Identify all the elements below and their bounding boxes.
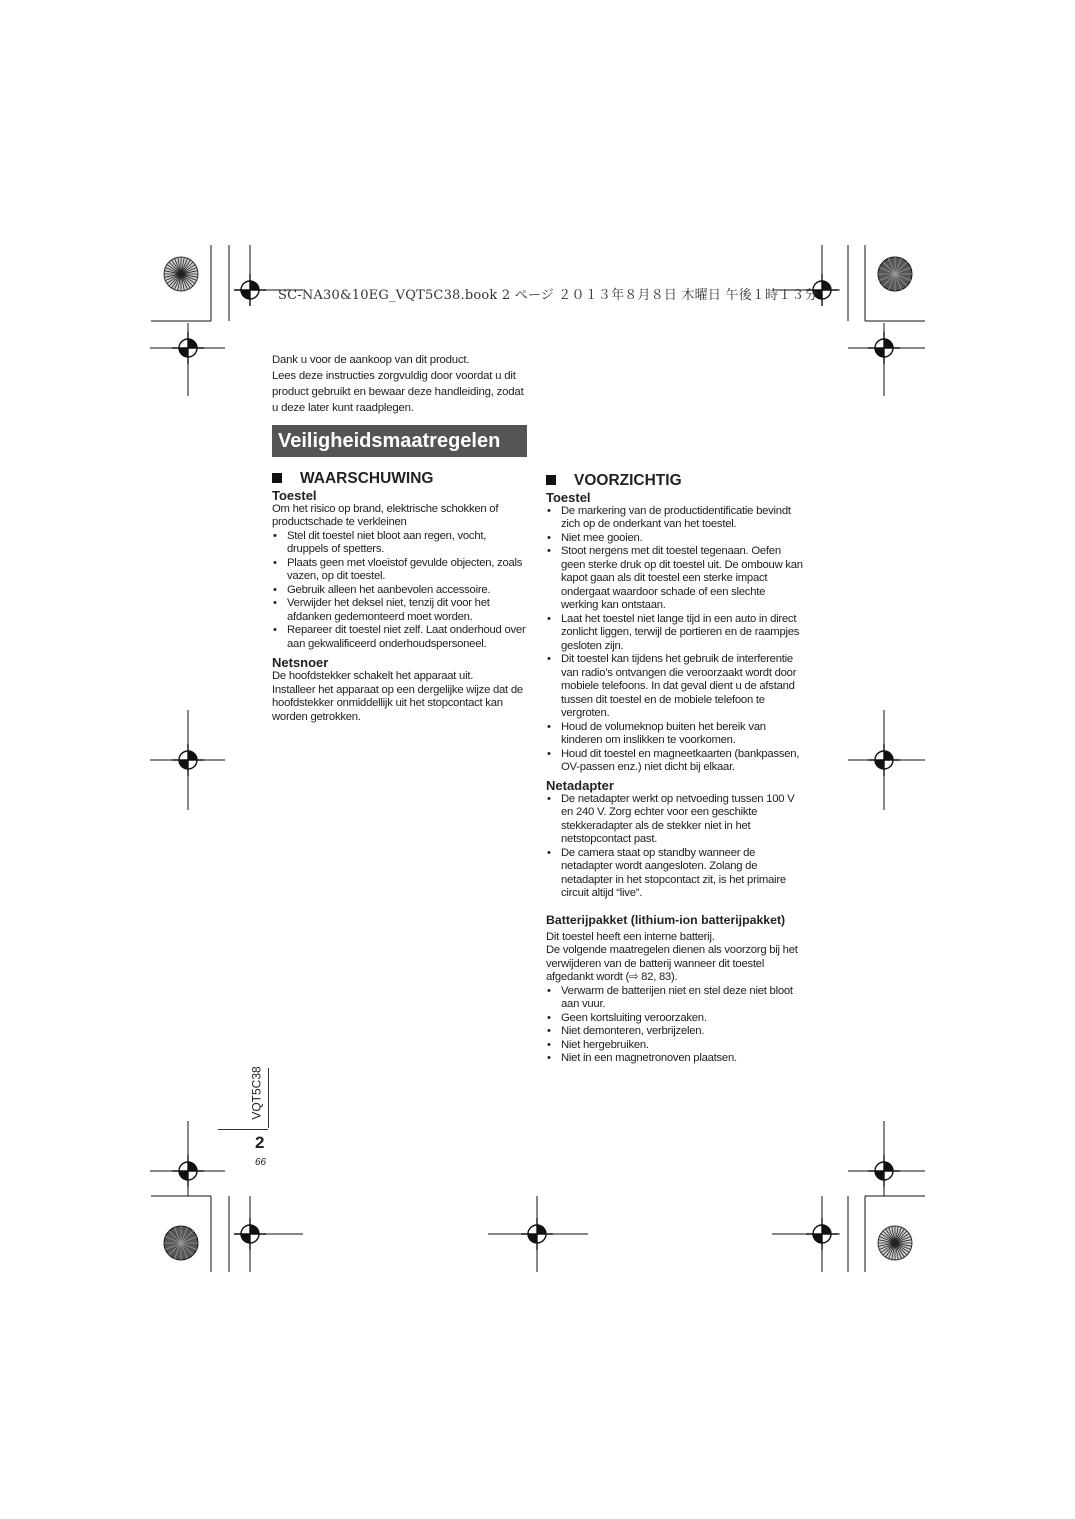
- battery-text-1: Dit toestel heeft een interne batterij.: [546, 930, 715, 943]
- warning-toestel-list: [272, 530, 530, 652]
- list-item: • Verwarm de batterijen niet en stel deze niet bloot aan vuur.: [546, 985, 804, 1012]
- intro-line: product gebruikt en bewaar deze handleiding, zodat: [272, 386, 524, 398]
- list-item: • Laat het toestel niet lange tijd in een auto in direct zonlicht liggen, terwijl de portieren en de raampjes gesloten zijn.: [546, 613, 804, 654]
- page-sub-number: 66: [255, 1157, 267, 1168]
- page-divider: [218, 1129, 268, 1130]
- list-item: • De camera staat op standby wanneer de netadapter wordt aangesloten. Zolang de netadapter in het stopcontact zit, is het primaire circuit altijd “live”.: [546, 847, 804, 901]
- list-item: • Dit toestel kan tijdens het gebruik de interferentie van radio’s ontvangen die veroorzaakt wordt door mobiele telefoons. In dat geval dient u de afstand tussen dit toestel en de mobiele telefoon te vergroten.: [546, 653, 804, 721]
- battery-text-2: De volgende maatregelen dienen als voorzorg bij het verwijderen van de batterij wanneer dit toestel afgedankt wordt (⇨ 82, 83).: [546, 944, 798, 983]
- list-item: • Houd dit toestel en magneetkaarten (bankpassen, OV-passen enz.) niet dicht bij elkaar.: [546, 748, 804, 775]
- caution-column: [546, 474, 804, 1066]
- list-item: • Stoot nergens met dit toestel tegenaan. Oefen geen sterke druk op dit toestel uit. De ombouw kan kapot gaan als dit toestel een sterke impact ondergaat waardoor schade of een slechte werking kan ontstaan.: [546, 545, 804, 613]
- list-item: • Repareer dit toestel niet zelf. Laat onderhoud over aan gekwalificeerd onderhoudspersoneel.: [272, 624, 530, 651]
- list-item: • De netadapter werkt op netvoeding tussen 100 V en 240 V. Zorg echter voor een geschikte stekkeradapter als de stekker niet in het netstopcontact past.: [546, 793, 804, 847]
- list-item: • Gebruik alleen het aanbevolen accessoire.: [272, 584, 530, 598]
- list-item: • Niet mee gooien.: [546, 532, 804, 546]
- list-item: • Houd de volumeknop buiten het bereik van kinderen om inslikken te voorkomen.: [546, 721, 804, 748]
- square-icon: [546, 475, 556, 485]
- list-item: • Niet in een magnetronoven plaatsen.: [546, 1052, 804, 1066]
- warning-toestel-text: Om het risico op brand, elektrische schokken of productschade te verkleinen: [272, 502, 499, 528]
- print-header-line: SC-NA30&10EG_VQT5C38.book 2 ページ ２０１３年８月８日 木曜日 午後１時１３分: [278, 288, 818, 303]
- section-banner: Veiligheidsmaatregelen: [272, 425, 527, 457]
- list-item: • Plaats geen met vloeistof gevulde objecten, zoals vazen, op dit toestel.: [272, 557, 530, 584]
- warning-column: [272, 472, 530, 724]
- warning-toestel-title: Toestel: [272, 487, 317, 503]
- list-item: • Stel dit toestel niet bloot aan regen, vocht, druppels of spetters.: [272, 530, 530, 557]
- square-icon: [272, 473, 282, 483]
- caution-toestel-list: [546, 505, 804, 775]
- model-code: VQT5C38: [249, 1066, 264, 1120]
- intro-line: Dank u voor de aankoop van dit product.: [272, 354, 470, 366]
- caution-heading: VOORZICHTIG: [546, 474, 804, 488]
- intro-line: u deze later kunt raadplegen.: [272, 402, 414, 414]
- netsnoer-text-2: Installeer het apparaat op een dergelijke wijze dat de hoofdstekker onmiddellijk uit het stopcontact kan worden getrokken.: [272, 683, 523, 723]
- battery-title: Batterijpakket (lithium-ion batterijpakket): [546, 912, 786, 927]
- side-divider: [268, 1068, 269, 1128]
- list-item: • Verwijder het deksel niet, tenzij dit voor het afdanken gedemonteerd moet worden.: [272, 597, 530, 624]
- intro-line: Lees deze instructies zorgvuldig door voordat u dit: [272, 370, 516, 382]
- warning-heading: WAARSCHUWING: [272, 472, 530, 486]
- page-number: 2: [255, 1133, 265, 1152]
- list-item: • Niet demonteren, verbrijzelen.: [546, 1025, 804, 1039]
- list-item: • De markering van de productidentificatie bevindt zich op de onderkant van het toestel.: [546, 505, 804, 532]
- netsnoer-title: Netsnoer: [272, 655, 329, 670]
- list-item: • Geen kortsluiting veroorzaken.: [546, 1012, 804, 1026]
- battery-list: [546, 985, 804, 1066]
- netadapter-list: [546, 793, 804, 901]
- intro-text: [272, 352, 532, 416]
- caution-toestel-title: Toestel: [546, 489, 591, 505]
- list-item: • Niet hergebruiken.: [546, 1039, 804, 1053]
- netsnoer-text-1: De hoofdstekker schakelt het apparaat uit.: [272, 670, 474, 682]
- netadapter-title: Netadapter: [546, 777, 614, 793]
